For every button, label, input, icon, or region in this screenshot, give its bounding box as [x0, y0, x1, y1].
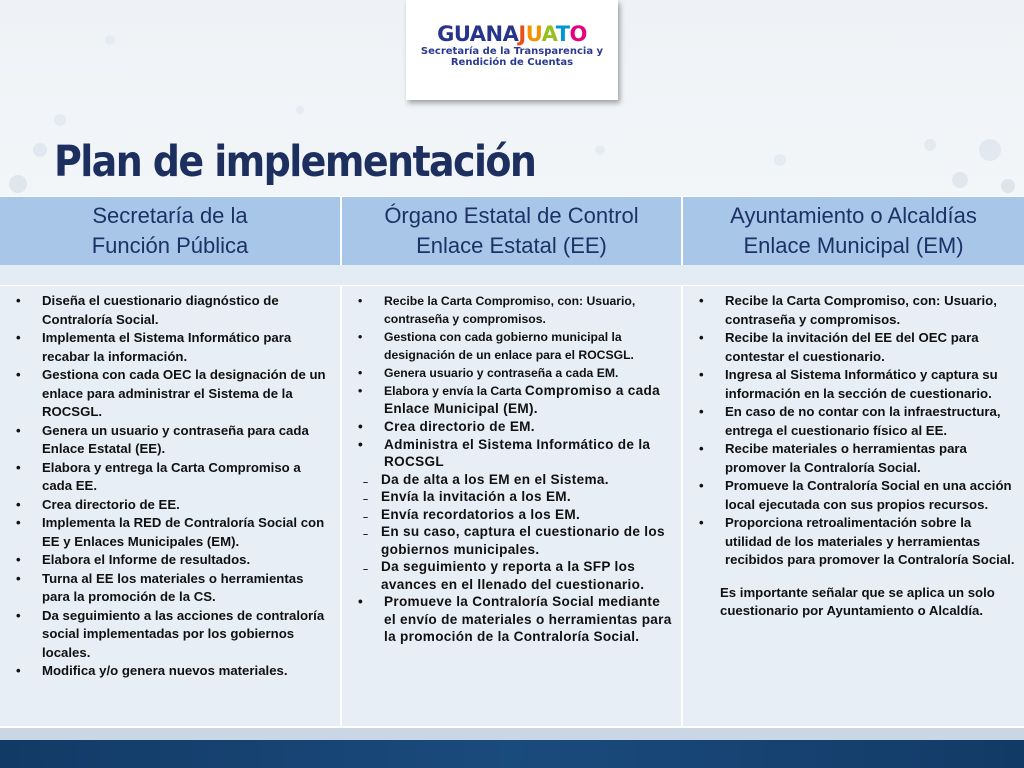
list-item: • Crea directorio de EM. [351, 418, 675, 436]
sub-list-item: – Da de alta a los EM en el Sistema. [351, 471, 675, 489]
sub-list-item: – Da seguimiento y reporta a la SFP los avances en el llenado del cuestionario. [351, 558, 675, 593]
list-item: • Elabora y entrega la Carta Compromiso a cada EE. [9, 459, 334, 496]
list-item-part: Compromiso a cada Enlace Municipal (EM). [384, 383, 660, 416]
list-item: • Crea directorio de EE. [9, 496, 334, 515]
column-header-funcion-publica [0, 197, 340, 265]
logo-letter: N [485, 22, 503, 46]
column-ayuntamiento [683, 286, 1024, 726]
list-item-part: Elabora y envía la Carta [384, 384, 522, 398]
list-item: • Genera un usuario y contraseña para cada Enlace Estatal (EE). [9, 422, 334, 459]
logo-letter: A [541, 22, 556, 46]
list-item: • Diseña el cuestionario diagnóstico de Contraloría Social. [9, 292, 334, 329]
bullet-list [9, 292, 334, 681]
bottom-strip [0, 728, 1024, 740]
list-item: • Ingresa al Sistema Informático y captura su información en la sección de cuestionario. [692, 366, 1018, 403]
header-line1: Secretaría de la [92, 203, 248, 228]
logo-letter: A [502, 22, 519, 46]
page-title: Plan de implementación [54, 137, 536, 187]
logo-subtitle-line1: Secretaría de la Transparencia y [420, 46, 604, 57]
header-line2: Enlace Municipal (EM) [743, 233, 964, 258]
list-item: • Recibe materiales o herramientas para promover la Contraloría Social. [692, 440, 1018, 477]
list-item: • Gestiona con cada gobierno municipal la designación de un enlace para el ROCSGL. [351, 328, 675, 364]
logo-letter: O [569, 22, 587, 46]
bullet-list [351, 292, 675, 471]
logo-letter: G [437, 22, 454, 46]
list-item: • Implementa el Sistema Informático para recabar la información. [9, 329, 334, 366]
list-item: • Recibe la Carta Compromiso, con: Usuario, contraseña y compromisos. [692, 292, 1018, 329]
table-band [0, 265, 1024, 285]
header-line1: Órgano Estatal de Control [384, 203, 639, 228]
list-item: • Promueve la Contraloría Social mediante el envío de materiales o herramientas para la promoción de la Contraloría Social. [351, 593, 675, 646]
sub-bullet-list [351, 471, 675, 594]
column-funcion-publica [0, 286, 340, 726]
list-item: • Genera usuario y contraseña a cada EM. [351, 364, 675, 382]
logo-letter: T [555, 22, 570, 46]
header-line2: Función Pública [91, 233, 249, 258]
list-item: • En caso de no contar con la infraestructura, entrega el cuestionario físico al EE. [692, 403, 1018, 440]
note-text: Es importante señalar que se aplica un solo cuestionario por Ayuntamiento o Alcaldía. [720, 584, 995, 618]
list-item: • Elabora el Informe de resultados. [9, 551, 334, 570]
column-header-ayuntamiento [683, 197, 1024, 265]
sub-list-item: – Envía la invitación a los EM. [351, 488, 675, 506]
list-item: • Administra el Sistema Informático de la ROCSGL [351, 436, 675, 471]
logo-letter: U [453, 22, 470, 46]
list-item: • Implementa la RED de Contraloría Social con EE y Enlaces Municipales (EM). [9, 514, 334, 551]
column-organo-estatal [342, 286, 681, 726]
logo-card [406, 0, 618, 100]
sub-list-item: – En su caso, captura el cuestionario de los gobiernos municipales. [351, 523, 675, 558]
logo-letter: J [518, 22, 526, 46]
list-item: • Promueve la Contraloría Social en una acción local ejecutada con sus propios recursos. [692, 477, 1018, 514]
list-item: • Recibe la Carta Compromiso, con: Usuario, contraseña y compromisos. [351, 292, 675, 328]
logo-wordmark [406, 22, 618, 46]
list-item: • Modifica y/o genera nuevos materiales. [9, 662, 334, 681]
list-item [351, 382, 675, 418]
footer-bar [0, 740, 1024, 768]
column-header-organo-estatal [342, 197, 681, 265]
list-item: • Proporciona retroalimentación sobre la utilidad de los materiales y herramientas recibidos para promover la Contraloría Social. [692, 514, 1018, 570]
logo-letter: A [469, 22, 486, 46]
sub-list-item: – Envía recordatorios a los EM. [351, 506, 675, 524]
list-item: • Gestiona con cada OEC la designación de un enlace para administrar el Sistema de la ROCSGL. [9, 366, 334, 422]
logo-subtitle [406, 46, 618, 68]
logo-letter: U [525, 22, 542, 46]
list-item: • Recibe la invitación del EE del OEC para contestar el cuestionario. [692, 329, 1018, 366]
list-item: • Da seguimiento a las acciones de contraloría social implementadas por los gobiernos locales. [9, 607, 334, 663]
logo-subtitle-line2: Rendición de Cuentas [450, 57, 574, 68]
header-line1: Ayuntamiento o Alcaldías [730, 203, 977, 228]
bullet-list [692, 292, 1018, 570]
header-line2: Enlace Estatal (EE) [416, 233, 607, 258]
list-item: • Turna al EE los materiales o herramientas para la promoción de la CS. [9, 570, 334, 607]
bullet-list [351, 593, 675, 646]
